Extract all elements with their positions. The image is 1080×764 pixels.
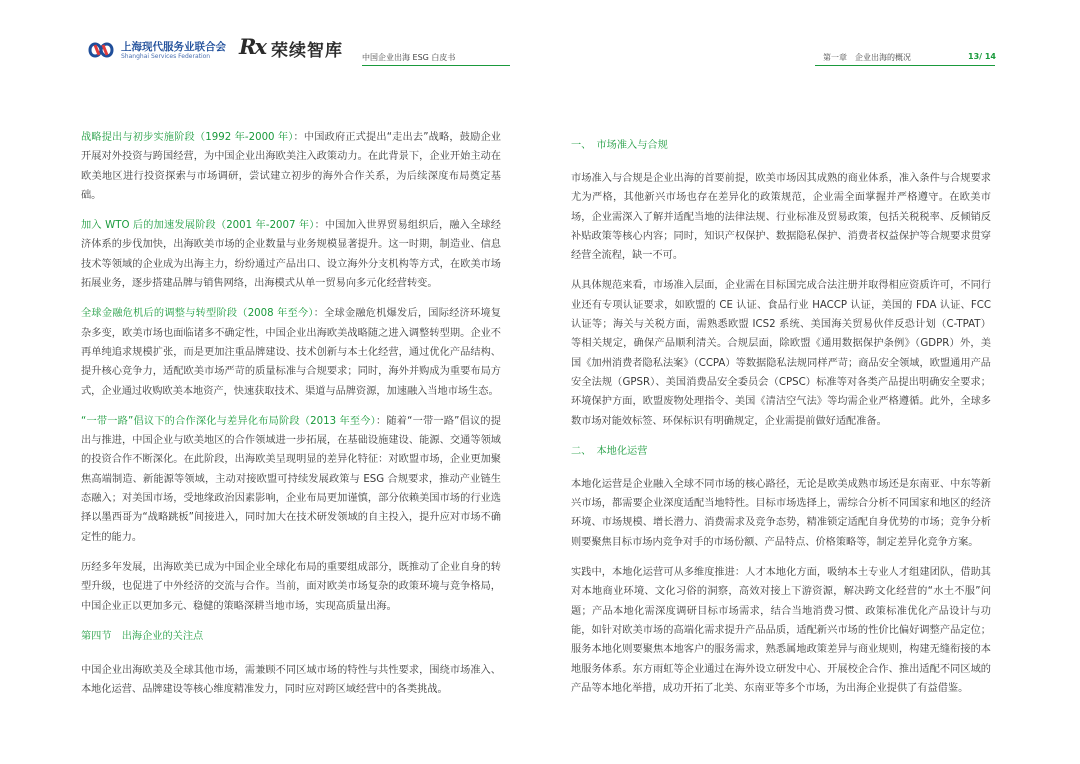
rongxu-brand-name: 荣续智库	[271, 41, 343, 61]
left-column	[81, 128, 501, 710]
right-column	[571, 128, 991, 709]
stage-heading: 战略提出与初步实施阶段（1992 年-2000 年）	[81, 132, 294, 143]
subsection-heading-localization: 二、 本地化运营	[571, 445, 648, 457]
book-title: 中国企业出海 ESG 白皮书	[362, 53, 456, 62]
header-rule-right	[815, 65, 995, 66]
federation-logo-icon	[86, 38, 116, 62]
federation-name-en: Shanghai Services Federation	[121, 53, 211, 60]
paragraph-localization-practice: 实践中，本地化运营可从多维度推进：人才本地化方面，吸纳本土专业人才组建团队，借助其对本地商业环境、文化习俗的洞察，高效对接上下游资源，解决跨文化经营的“水土不服”问题；产品本地化需深度调研目标市场需求，结合当地消费习惯、政策标准优化产品设计与功能，如针对欧美市场的高端化需求提升产品品质，适配新兴市场的性价比偏好调整产品定位；服务本地化则要聚焦本地客户的服务需求，熟悉属地政策差异与商业规则，构建无缝衔接的本地服务体系。东方雨虹等企业通过在海外设立研发中心、开展校企合作、推出适配不同区域的产品等本地化举措，成功开拓了北美、东南亚等多个市场，为出海企业提供了有益借鉴。	[571, 567, 991, 694]
federation-name-cn: 上海现代服务业联合会	[121, 41, 226, 53]
paragraph-text: ：中国加入世界贸易组织后，融入全球经济体系的步伐加快，出海欧美市场的企业数量与业务规模显著提升。这一时期，制造业、信息技术等领域的企业成为出海主力，纷纷通过产品出口、设立海外分支机构等方式，在欧美市场拓展业务，逐步搭建品牌与销售网络，出海模式从单一贸易向多元化经营转变。	[81, 220, 501, 290]
paragraph-intro: 中国企业出海欧美及全球其他市场，需兼顾不同区域市场的特性与共性要求，围绕市场准入、本地化运营、品牌建设等核心维度精准发力，同时应对跨区域经营中的各类挑战。	[81, 664, 501, 696]
paragraph-text: ：随着“一带一路”倡议的提出与推进，中国企业与欧美地区的合作领域进一步拓展，在基础设施建设、能源、交通等领域的投资合作不断深化。在此阶段，出海欧美呈现明显的差异化特征：对欧盟市场，企业更加聚焦高端制造、新能源等领域，主动对接欧盟可持续发展政策与 ESG 合规要求，推动产业链生态融入；对美国市场，受地缘政治因素影响，企业布局更加谨慎，部分依赖美国市场的行业选择以墨西哥为“战略跳板”间接进入，同时加大在技术研发领域的自主投入，提升应对市场不确定性的能力。	[81, 415, 501, 543]
stage-heading: “一带一路”倡议下的合作深化与差异化布局阶段（2013 年至今）	[81, 415, 376, 427]
paragraph-summary: 历经多年发展，出海欧美已成为中国企业全球化布局的重要组成部分，既推动了企业自身的转型升级，也促进了中外经济的交流与合作。当前，面对欧美市场复杂的政策环境与竞争格局，中国企业正以更加多元、稳健的策略深耕当地市场，实现高质量出海。	[81, 561, 501, 612]
paragraph-localization-overview: 本地化运营是企业融入全球不同市场的核心路径，无论是欧美成熟市场还是东南亚、中东等新兴市场，都需要企业深度适配当地特性。目标市场选择上，需综合分析不同国家和地区的经济环境、市场规模、增长潜力、消费需求及竞争态势，精准锁定适配自身优势的市场；竞争分析则要聚焦目标市场内竞争对手的市场份额、产品特点、价格策略等，制定差异化竞争方案。	[571, 478, 991, 548]
paragraph-text: ：全球金融危机爆发后，国际经济环境复杂多变，欧美市场也面临诸多不确定性，中国企业出海欧美战略随之进入调整转型期。企业不再单纯追求规模扩张，而是更加注重品牌建设、技术创新与本土化经营，通过优化产品结构、提升核心竞争力，适配欧美市场严苛的质量标准与合规要求；同时，海外并购成为重要布局方式，企业通过收购欧美本地资产，快速获取技术、渠道与品牌资源，加速融入当地市场生态。	[81, 308, 501, 397]
stage-heading: 加入 WTO 后的加速发展阶段（2001 年-2007 年）	[81, 220, 315, 232]
paragraph-stage-1	[81, 128, 501, 205]
paragraph-text: ：中国政府正式提出“走出去”战略，鼓励企业开展对外投资与跨国经营，为中国企业出海欧美注入政策动力。在此背景下，企业开始主动在欧美地区进行投资探索与市场调研，尝试建立初步的海外合作关系，为后续深度布局奠定基础。	[81, 132, 501, 201]
subsection-heading-market-access: 一、 市场准入与合规	[571, 140, 668, 151]
paragraph-compliance-overview: 市场准入与合规是企业出海的首要前提，欧美市场因其成熟的商业体系，准入条件与合规要求尤为严格，其他新兴市场也存在差异化的政策规范，企业需全面掌握并严格遵守。在欧美市场，企业需深入了解并适配当地的法律法规、行业标准及贸易政策，包括关税税率、反倾销反补贴政策等核心内容；同时，知识产权保护、数据隐私保护、消费者权益保护等合规要求贯穿经营全流程，缺一不可。	[571, 173, 991, 262]
paragraph-stage-3	[81, 304, 501, 400]
rongxu-logo-mark: Rx	[239, 34, 265, 59]
section-title: 第四节 出海企业的关注点	[81, 630, 204, 642]
stage-heading: 全球金融危机后的调整与转型阶段（2008 年至今）	[81, 308, 314, 320]
header-rule-left	[362, 65, 510, 66]
paragraph-stage-4	[81, 412, 501, 547]
paragraph-compliance-details: 从具体规范来看，市场准入层面，企业需在目标国完成合法注册并取得相应资质许可，不同行业还有专项认证要求，如欧盟的 CE 认证、食品行业 HACCP 认证，美国的 FDA 认证、FCC 认证等；海关与关税方面，需熟悉欧盟 ICS2 系统、美国海关贸易伙伴反恐计划（C-TPAT）等相关规定，确保产品顺利清关。合规层面，除欧盟《通用数据保护条例》（GDPR）外，美国《加州消费者隐私法案》（CCPA）等数据隐私法规同样严苛；商品安全领域，欧盟通用产品安全法规（GPSR）、美国消费品安全委员会（CPSC）标准等对各类产品提出明确安全要求；环境保护方面，欧盟废物处理指令、美国《清洁空气法》等均需企业严格遵循。此外，全球多数市场对能效标签、环保标识有明确规定，企业需提前做好适配准备。	[571, 280, 991, 427]
page-header	[0, 0, 1080, 80]
chapter-title: 第一章 企业出海的概况	[823, 53, 911, 62]
page-number: 13/ 14	[968, 52, 996, 61]
paragraph-stage-2	[81, 216, 501, 293]
